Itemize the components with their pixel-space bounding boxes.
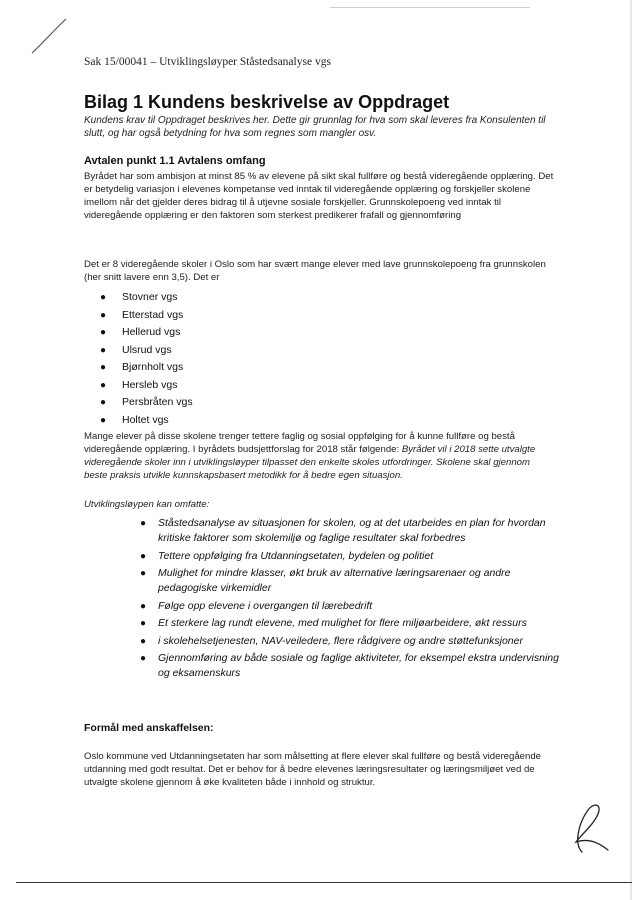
bullet-dot-icon: ●: [140, 568, 147, 579]
list-item: ● Et sterkere lag rundt elevene, med mulighet for flere miljøarbeidere, økt ressurs: [140, 617, 527, 629]
paragraph-budget-text: Mange elever på disse skolene trenger tettere faglig og sosial oppfølging for å kunne fullføre og bestå videregående opplæring. I byrådets budsjettforslag for 2018 står følgende:: [84, 431, 515, 455]
bullet-dot-icon: ●: [100, 397, 107, 408]
section-heading-purpose: Formål med anskaffelsen:: [84, 722, 214, 734]
measures-intro: Utviklingsløypen kan omfatte:: [84, 499, 210, 510]
handwritten-initial: [568, 800, 616, 856]
school-list: [100, 289, 193, 429]
list-item: ● Holtet vgs: [100, 412, 193, 430]
list-item: ● Etterstad vgs: [100, 307, 193, 325]
paragraph-budget: [84, 430, 554, 482]
bullet-dot-icon: ●: [100, 379, 107, 391]
list-item: ● Stovner vgs: [100, 289, 193, 307]
paragraph-purpose: Oslo kommune ved Utdanningsetaten har som målsetting at flere elever skal fullføre og bestå videregående utdanning med godt resultat. Det er behov for å bedre elevenes læringsresultater og læringsmiljøet ved de utvalgte skolene gjennom å øke kvaliteten både i innhold og struktur.: [84, 751, 542, 788]
section-heading-scope: Avtalen punkt 1.1 Avtalens omfang: [84, 155, 266, 167]
bullet-dot-icon: ●: [100, 344, 107, 356]
list-item: ● Bjørnholt vgs: [100, 359, 193, 377]
list-item: ● Mulighet for mindre klasser, økt bruk av alternative læringsarenaer og andre pedagogiske virkemidler: [140, 567, 511, 594]
bullet-dot-icon: ●: [140, 600, 147, 612]
budget-quote: Byrådet vil i 2018 sette utvalgte videregående skoler inn i utviklingsløyper tilpasset den enkelte skoles utfordringer. Skolene skal gjennom beste praksis utvikle kunnskapsbasert metodikk for å bedre egen situasjon.: [84, 444, 536, 481]
bullet-dot-icon: ●: [140, 550, 147, 562]
scan-line-bottom: [16, 882, 632, 883]
page-title: Bilag 1 Kundens beskrivelse av Oppdraget: [84, 92, 450, 112]
bullet-dot-icon: ●: [100, 327, 107, 338]
list-item: ● Persbråten vgs: [100, 394, 193, 412]
bullet-dot-icon: ●: [140, 518, 147, 529]
bullet-dot-icon: ●: [140, 618, 147, 629]
bullet-dot-icon: ●: [140, 635, 147, 647]
list-item: ● Hellerud vgs: [100, 324, 193, 342]
list-item: ● Ulsrud vgs: [100, 342, 193, 360]
paragraph-schools-intro: Det er 8 videregående skoler i Oslo som har svært mange elever med lave grunnskolepoeng fra grunnskolen (her snitt lavere enn 3,5). Det er: [84, 259, 546, 283]
bullet-dot-icon: ●: [140, 653, 147, 664]
list-item: ● i skolehelsetjenesten, NAV-veiledere, flere rådgivere og andre støttefunksjoner: [140, 634, 523, 647]
bullet-dot-icon: ●: [100, 292, 107, 303]
scan-line-top: [330, 7, 530, 8]
scan-edge: [630, 0, 632, 900]
page-subtitle: Kundens krav til Oppdraget beskrives her. Dette gir grunnlag for hva som skal leveres fra Konsulenten til slutt, og har også betydning for hva som regnes som mangler osv.: [84, 115, 546, 139]
bullet-dot-icon: ●: [100, 362, 107, 373]
list-item: ● Tettere oppfølging fra Utdanningsetaten, bydelen og politiet: [140, 549, 434, 562]
list-item: ● Ståstedsanalyse av situasjonen for skolen, og at det utarbeides en plan for hvordan kritiske faktorer som skolemiljø og faglige resultater skal forbedres: [140, 517, 546, 544]
list-item: ● Gjennomføring av både sosiale og faglige aktiviteter, for eksempel ekstra undervisning og eksamenskurs: [140, 652, 559, 679]
list-item: ● Følge opp elevene i overgangen til lærebedrift: [140, 599, 373, 612]
measures-list: [140, 516, 560, 684]
list-item: ● Hersleb vgs: [100, 377, 193, 395]
paragraph-ambition: Byrådet har som ambisjon at minst 85 % av elevene på sikt skal fullføre og bestå videregående opplæring. Det er betydelig variasjon i elevenes kompetanse ved inntak til videregående opplæring og forskjeller skolene imellom når det gjelder deres bidrag til å utjevne sosiale forskjeller. Grunnskolepoeng ved inntak til videregående opplæring er den faktoren som sterkest predikerer frafall og gjennomføring: [84, 171, 554, 221]
bullet-dot-icon: ●: [100, 414, 107, 426]
pen-stroke-mark: [30, 16, 70, 56]
case-reference: Sak 15/00041 – Utviklingsløyper Ståstedsanalyse vgs: [84, 56, 331, 68]
bullet-dot-icon: ●: [100, 309, 107, 321]
